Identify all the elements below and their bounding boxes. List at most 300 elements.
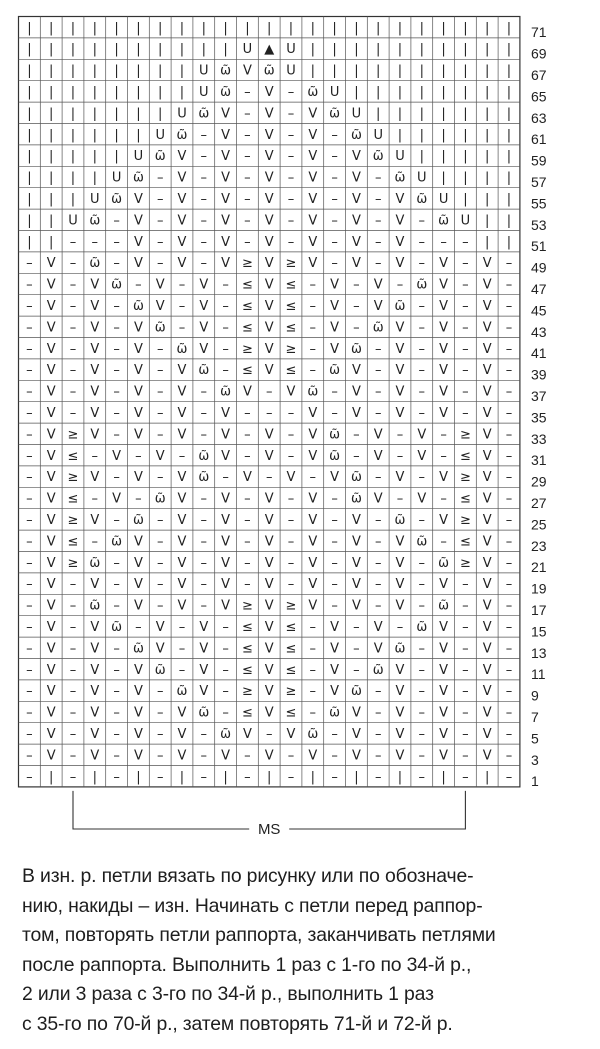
chart-cell-symbol: | (506, 170, 512, 186)
chart-cell-symbol: V (155, 448, 165, 464)
chart-cell-symbol: – (200, 577, 208, 593)
chart-cell-symbol: – (287, 106, 295, 122)
chart-cell-symbol: | (485, 213, 490, 229)
chart-cell-symbol: V (46, 727, 56, 742)
chart-cell-symbol: | (506, 106, 512, 122)
chart-cell-symbol: V (46, 491, 56, 507)
chart-cell-symbol: V (199, 299, 209, 314)
row-number: 63 (531, 109, 547, 126)
chart-cell-symbol: V (155, 277, 165, 293)
chart-cell-symbol: – (374, 727, 382, 742)
chart-cell-symbol: – (26, 598, 33, 614)
chart-cell-symbol: ▲ (264, 42, 275, 58)
chart-cell-symbol: V (90, 748, 100, 764)
chart-cell-symbol: V (308, 149, 318, 165)
row-number: 7 (531, 709, 539, 725)
chart-cell-symbol: | (92, 170, 97, 186)
chart-cell-symbol: ≥ (285, 256, 297, 272)
chart-cell-symbol: V (482, 491, 492, 507)
chart-cell-symbol: – (244, 427, 251, 443)
chart-cell-symbol: – (244, 213, 251, 229)
chart-cell-symbol: V (133, 427, 143, 443)
chart-cell-symbol: V (177, 406, 187, 421)
chart-cell-symbol: – (331, 234, 338, 250)
chart-cell-symbol: | (376, 20, 381, 36)
chart-cell-symbol: ≤ (241, 705, 253, 721)
chart-cell-symbol: | (310, 20, 315, 36)
chart-cell-symbol: – (265, 727, 273, 742)
chart-cell-symbol: V (177, 256, 187, 272)
chart-cell-symbol: V (351, 705, 361, 721)
chart-cell-symbol: ῶ (350, 127, 362, 143)
chart-cell-symbol: V (308, 234, 318, 250)
chart-cell-symbol: – (244, 149, 251, 165)
chart-cell-symbol: U (373, 127, 383, 143)
chart-cell-symbol: | (27, 85, 32, 100)
chart-cell-symbol: V (264, 427, 274, 443)
chart-cell-symbol: – (505, 641, 513, 657)
chart-cell-symbol: – (331, 213, 338, 229)
chart-cell-symbol: ῶ (220, 85, 232, 100)
chart-cell-symbol: – (331, 170, 338, 186)
chart-cell-symbol: – (69, 299, 77, 314)
chart-cell-symbol: V (177, 491, 187, 507)
chart-cell-symbol: V (90, 384, 100, 400)
chart-cell-symbol: ≥ (241, 598, 253, 614)
chart-cell-symbol: – (156, 769, 164, 785)
chart-cell-symbol: – (309, 277, 317, 293)
chart-cell-symbol: – (353, 320, 360, 336)
chart-cell-symbol: V (308, 448, 318, 464)
chart-cell-symbol: – (418, 384, 426, 400)
chart-cell-symbol: | (179, 85, 185, 100)
chart-cell-symbol: – (331, 384, 338, 400)
chart-cell-symbol: – (26, 534, 33, 550)
chart-cell-symbol: | (49, 42, 54, 58)
chart-cell-symbol: | (92, 42, 97, 58)
chart-cell-symbol: – (156, 705, 164, 721)
chart-cell-symbol: – (244, 170, 251, 186)
chart-cell-symbol: V (46, 299, 56, 314)
chart-cell-symbol: – (331, 534, 338, 550)
chart-cell-symbol: ≥ (459, 513, 471, 528)
chart-cell-symbol: | (136, 106, 141, 122)
row-number: 59 (531, 152, 547, 169)
chart-cell-symbol: – (26, 277, 33, 293)
chart-cell-symbol: – (462, 320, 469, 336)
chart-cell-symbol: – (244, 769, 251, 785)
chart-cell-symbol: | (397, 20, 403, 36)
chart-cell-symbol: | (27, 149, 32, 165)
chart-cell-symbol: V (221, 555, 231, 571)
chart-cell-symbol: – (178, 620, 186, 635)
chart-cell-symbol: – (374, 470, 382, 486)
chart-cell-symbol: V (133, 705, 143, 721)
chart-cell-symbol: – (91, 534, 99, 550)
chart-cell-symbol: – (113, 470, 120, 486)
row-number: 15 (531, 623, 547, 640)
chart-cell-symbol: V (330, 684, 340, 700)
chart-cell-symbol: ῶ (89, 598, 101, 614)
chart-cell-symbol: V (482, 363, 492, 379)
chart-cell-symbol: V (177, 513, 187, 528)
chart-cell-symbol: | (27, 170, 32, 186)
chart-cell-symbol: U (417, 170, 427, 186)
chart-cell-symbol: ῶ (350, 470, 362, 486)
chart-cell-symbol: – (69, 727, 77, 742)
chart-cell-symbol: | (136, 20, 141, 36)
chart-cell-symbol: – (156, 534, 164, 550)
chart-cell-symbol: ῶ (372, 662, 384, 678)
chart-cell-symbol: – (69, 406, 77, 421)
chart-cell-symbol: V (177, 598, 187, 614)
row-number: 37 (531, 388, 547, 404)
chart-cell-symbol: V (439, 705, 449, 721)
chart-cell-symbol: – (200, 513, 208, 528)
chart-cell-symbol: | (463, 127, 468, 143)
row-number: 39 (531, 366, 547, 383)
chart-cell-symbol: V (264, 534, 274, 550)
chart-cell-symbol: – (353, 299, 360, 314)
chart-cell-symbol: – (505, 470, 513, 486)
chart-cell-symbol: V (264, 748, 274, 764)
chart-cell-symbol: | (463, 170, 468, 186)
chart-cell-symbol: – (26, 406, 33, 421)
chart-cell-symbol: – (26, 705, 33, 721)
row-number: 41 (531, 345, 547, 362)
chart-cell-symbol: – (505, 341, 513, 357)
chart-cell-symbol: ≤ (241, 662, 253, 678)
chart-cell-symbol: V (439, 299, 449, 314)
chart-cell-symbol: V (133, 363, 143, 379)
chart-cell-symbol: | (441, 20, 446, 36)
chart-cell-symbol: V (351, 213, 361, 229)
chart-cell-symbol: V (90, 641, 100, 657)
chart-cell-symbol: – (200, 598, 208, 614)
chart-cell-symbol: | (114, 149, 119, 165)
chart-cell-symbol: V (308, 406, 318, 421)
chart-cell-symbol: – (113, 705, 120, 721)
chart-cell-symbol: – (396, 448, 404, 464)
chart-cell-symbol: ῶ (372, 149, 384, 165)
chart-cell-symbol: ῶ (198, 705, 210, 721)
chart-cell-symbol: – (505, 320, 513, 336)
row-number: 17 (531, 602, 547, 618)
chart-cell-symbol: | (419, 127, 424, 143)
chart-cell-symbol: | (485, 20, 490, 36)
row-number: 67 (531, 67, 547, 83)
chart-cell-symbol: V (286, 384, 296, 400)
chart-cell-symbol: – (69, 234, 77, 250)
chart-cell-symbol: V (46, 620, 56, 635)
chart-cell-symbol: | (419, 85, 424, 100)
chart-cell-symbol: ≤ (285, 620, 297, 635)
chart-cell-symbol: V (221, 406, 231, 421)
chart-cell-symbol: – (244, 85, 251, 100)
chart-cell-symbol: – (244, 448, 251, 464)
chart-cell-symbol: | (485, 149, 490, 165)
chart-cell-symbol: V (199, 662, 209, 678)
chart-cell-symbol: – (113, 641, 120, 657)
chart-cell-symbol: | (376, 85, 381, 100)
chart-cell-symbol: V (264, 341, 274, 357)
chart-cell-symbol: | (419, 106, 424, 122)
chart-cell-symbol: V (439, 577, 449, 593)
chart-cell-symbol: V (482, 684, 492, 700)
chart-cell-symbol: V (395, 341, 405, 357)
chart-cell-symbol: | (136, 127, 141, 143)
chart-cell-symbol: V (133, 534, 143, 550)
chart-cell-symbol: ῶ (394, 299, 406, 314)
chart-cell-symbol: V (177, 727, 187, 742)
chart-cell-symbol: V (90, 513, 100, 528)
chart-cell-symbol: | (70, 42, 76, 58)
chart-cell-symbol: V (439, 384, 449, 400)
chart-cell-symbol: V (264, 127, 274, 143)
chart-cell-symbol: – (113, 406, 120, 421)
chart-cell-symbol: – (26, 513, 33, 528)
chart-cell-symbol: V (133, 684, 143, 700)
chart-cell-symbol: V (264, 299, 274, 314)
chart-cell-symbol: – (462, 577, 469, 593)
chart-cell-symbol: V (221, 491, 231, 507)
chart-cell-symbol: | (27, 106, 32, 122)
chart-cell-symbol: U (133, 149, 144, 165)
chart-cell-symbol: V (133, 598, 143, 614)
chart-cell-symbol: – (244, 406, 251, 421)
chart-cell-symbol: V (133, 470, 143, 486)
chart-cell-symbol: V (439, 406, 449, 421)
chart-cell-symbol: | (92, 85, 97, 100)
chart-cell-symbol: ≥ (241, 256, 253, 272)
chart-cell-symbol: – (156, 192, 164, 207)
chart-cell-symbol: ῶ (176, 341, 188, 357)
chart-cell-symbol: ῶ (350, 684, 362, 700)
chart-cell-symbol: V (439, 662, 449, 678)
chart-cell-symbol: – (113, 363, 120, 379)
chart-cell-symbol: V (308, 598, 318, 614)
chart-cell-symbol: V (439, 641, 449, 657)
chart-cell-symbol: | (49, 170, 54, 186)
chart-cell-symbol: | (354, 63, 359, 79)
chart-cell-symbol: V (482, 384, 492, 400)
chart-cell-symbol: V (482, 427, 492, 443)
chart-cell-symbol: | (136, 63, 141, 79)
chart-cell-symbol: – (244, 513, 251, 528)
chart-cell-symbol: – (505, 555, 513, 571)
chart-cell-symbol: V (155, 299, 165, 314)
chart-cell-symbol: V (439, 320, 449, 336)
chart-cell-symbol: V (351, 727, 361, 742)
chart-cell-symbol: – (200, 727, 208, 742)
chart-cell-symbol: – (156, 170, 164, 186)
chart-cell-symbol: – (178, 277, 186, 293)
chart-cell-symbol: V (264, 577, 274, 593)
row-number: 29 (531, 473, 547, 490)
chart-cell-symbol: | (463, 149, 468, 165)
chart-cell-symbol: | (485, 106, 490, 122)
chart-cell-symbol: – (353, 641, 360, 657)
chart-cell-symbol: – (244, 491, 251, 507)
chart-cell-symbol: | (506, 192, 512, 207)
chart-cell-symbol: – (309, 684, 317, 700)
chart-cell-symbol: – (331, 127, 338, 143)
chart-cell-symbol: | (49, 20, 54, 36)
instructions-note (22, 862, 587, 1040)
chart-cell-symbol: V (395, 555, 405, 571)
chart-cell-symbol: ≤ (241, 320, 253, 336)
chart-cell-symbol: | (506, 127, 512, 143)
chart-cell-symbol: V (199, 277, 209, 293)
chart-cell-symbol: V (482, 641, 492, 657)
chart-cell-symbol: | (441, 106, 446, 122)
chart-cell-symbol: U (395, 149, 405, 165)
chart-cell-symbol: V (308, 127, 318, 143)
chart-cell-symbol: U (155, 127, 165, 143)
chart-cell-symbol: – (156, 341, 164, 357)
chart-cell-symbol: | (288, 20, 294, 36)
chart-cell-symbol: V (351, 555, 361, 571)
chart-cell-symbol: – (462, 598, 469, 614)
chart-cell-symbol: – (440, 234, 447, 250)
chart-cell-symbol: V (221, 170, 231, 186)
chart-cell-symbol: V (351, 192, 361, 207)
chart-cell-symbol: ῶ (111, 192, 123, 207)
chart-cell-symbol: – (353, 448, 360, 464)
chart-cell-symbol: – (200, 534, 208, 550)
chart-cell-symbol: – (26, 641, 33, 657)
chart-cell-symbol: – (156, 363, 164, 379)
row-number: 69 (531, 45, 547, 62)
chart-cell-symbol: ≥ (241, 341, 253, 357)
note-line: В изн. р. петли вязать по рисунку или по обозначе- (22, 865, 474, 887)
chart-cell-symbol: – (222, 299, 229, 314)
chart-cell-symbol: | (223, 42, 228, 58)
chart-cell-symbol: V (482, 277, 492, 293)
chart-cell-symbol: – (287, 213, 295, 229)
chart-cell-symbol: V (308, 555, 318, 571)
chart-cell-symbol: V (46, 534, 56, 550)
chart-cell-symbol: – (287, 448, 295, 464)
chart-cell-symbol: – (418, 406, 426, 421)
chart-cell-symbol: ῶ (198, 448, 210, 464)
chart-cell-symbol: ῶ (89, 256, 101, 272)
chart-cell-symbol: – (374, 192, 382, 207)
chart-cell-symbol: | (485, 234, 490, 250)
chart-cell-symbol: ῶ (176, 127, 188, 143)
chart-cell-symbol: – (200, 149, 208, 165)
chart-cell-symbol: – (309, 470, 317, 486)
chart-cell-symbol: V (308, 106, 318, 122)
chart-cell-symbol: – (265, 470, 273, 486)
chart-cell-symbol: V (90, 363, 100, 379)
chart-cell-symbol: | (70, 170, 76, 186)
chart-cell-symbol: ῶ (416, 620, 428, 635)
chart-cell-symbol: – (113, 213, 120, 229)
chart-cell-symbol: V (90, 341, 100, 357)
chart-cell-symbol: V (221, 127, 231, 143)
chart-cell-symbol: V (177, 170, 187, 186)
chart-cell-symbol: – (505, 384, 513, 400)
chart-cell-symbol: – (91, 491, 99, 507)
chart-cell-symbol: – (200, 384, 208, 400)
chart-cell-symbol: – (374, 769, 382, 785)
chart-cell-symbol: ῶ (132, 641, 144, 657)
chart-cell-symbol: V (286, 470, 296, 486)
chart-cell-symbol: ≥ (459, 427, 471, 443)
chart-cell-symbol: ≥ (285, 341, 297, 357)
chart-cell-symbol: V (242, 470, 252, 486)
chart-cell-symbol: – (309, 662, 317, 678)
chart-cell-symbol: | (92, 20, 97, 36)
chart-cell-symbol: – (418, 748, 426, 764)
chart-cell-symbol: V (90, 620, 100, 635)
chart-cell-symbol: V (330, 277, 340, 293)
chart-cell-symbol: V (264, 320, 274, 336)
chart-cell-symbol: – (178, 448, 186, 464)
chart-cell-symbol: – (505, 684, 513, 700)
chart-cell-symbol: V (46, 384, 56, 400)
chart-cell-symbol: – (309, 641, 317, 657)
chart-cell-symbol: V (482, 299, 492, 314)
chart-cell-symbol: V (439, 513, 449, 528)
chart-cell-symbol: | (376, 42, 381, 58)
chart-cell-symbol: V (264, 213, 274, 229)
chart-cell-symbol: – (69, 341, 77, 357)
chart-cell-symbol: – (309, 299, 317, 314)
chart-cell-symbol: – (505, 727, 513, 742)
chart-cell-symbol: V (264, 662, 274, 678)
chart-cell-symbol: V (177, 234, 187, 250)
chart-cell-symbol: – (26, 320, 33, 336)
chart-cell-symbol: – (374, 513, 382, 528)
chart-cell-symbol: | (506, 85, 512, 100)
row-number: 31 (531, 452, 547, 469)
note-line: с 35-го по 70-й р., затем повторять 71-й и 72-й р. (22, 1012, 453, 1035)
chart-cell-symbol: U (111, 170, 122, 186)
chart-cell-symbol: V (482, 598, 492, 614)
chart-cell-symbol: V (133, 406, 143, 421)
chart-cell-symbol: – (222, 277, 229, 293)
row-number: 9 (531, 687, 539, 704)
chart-cell-symbol: V (308, 213, 318, 229)
chart-cell-symbol: | (114, 63, 119, 79)
chart-cell-symbol: ῶ (154, 320, 166, 336)
chart-cell-symbol: – (331, 192, 338, 207)
chart-cell-symbol: V (308, 491, 318, 507)
chart-cell-symbol: – (287, 534, 295, 550)
chart-cell-symbol: V (395, 384, 405, 400)
chart-cell-symbol: | (179, 20, 185, 36)
chart-cell-symbol: | (397, 106, 403, 122)
chart-cell-symbol: – (374, 213, 382, 229)
row-number: 43 (531, 323, 547, 340)
chart-cell-symbol: – (505, 256, 513, 272)
chart-cell-symbol: V (177, 384, 187, 400)
chart-cell-symbol: | (158, 85, 163, 100)
chart-cell-symbol: V (264, 192, 274, 207)
chart-cell-symbol: ῶ (132, 299, 144, 314)
chart-cell-symbol: | (419, 42, 424, 58)
chart-cell-symbol: – (222, 662, 229, 678)
chart-cell-symbol: V (133, 341, 143, 357)
chart-cell-symbol: ῶ (89, 555, 101, 571)
chart-cell-symbol: V (351, 534, 361, 550)
chart-cell-symbol: – (200, 748, 208, 764)
chart-cell-symbol: V (177, 427, 187, 443)
chart-cell-symbol: – (222, 320, 229, 336)
chart-cell-symbol: V (199, 684, 209, 700)
